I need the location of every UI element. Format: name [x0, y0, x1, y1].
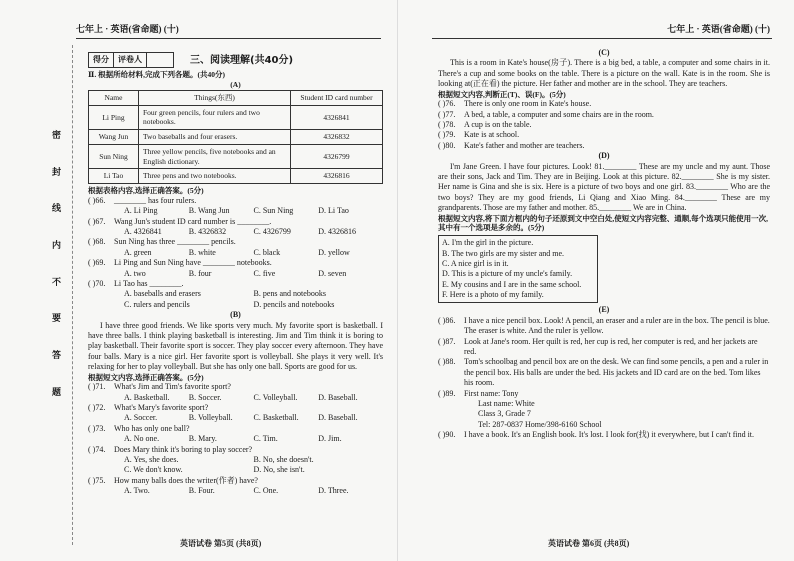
question	[438, 316, 770, 337]
passage-b: I have three good friends. We like sports very much. My favorite sport is basketball. I have three balls. I think playing basketball is interesting. Jim and Tim think it is boring to play basketball. Their favorite sport is soccer. They play soccer every afternoon. They have four balls. Mary is a nice girl. Her favorite sport is volleyball. She plays it very well. It's relaxing for her to play volleyball. But she has only one ball. Sports are good for us.	[88, 320, 383, 372]
option-sentence: B. The two girls are my sister and me.	[442, 248, 565, 258]
left-footer: 英语试卷 第5页 (共8页)	[180, 538, 262, 548]
option[interactable]: C. black	[253, 247, 281, 257]
margin-char: 要	[52, 313, 62, 324]
question	[88, 476, 383, 486]
option[interactable]: C. rulers and pencils	[124, 299, 190, 309]
option[interactable]: A. baseballs and erasers	[124, 289, 201, 299]
option[interactable]: C. One.	[253, 486, 279, 496]
passage-d-label: (D)	[598, 151, 610, 161]
right-content	[438, 48, 770, 441]
score-label: 得分	[89, 53, 114, 67]
section-title: 三、阅读理解(共40分)	[190, 54, 294, 66]
answer-blank[interactable]: ( )72.	[88, 403, 106, 413]
table-header: Things(东西)	[139, 90, 291, 105]
answer-blank[interactable]: ( )73.	[88, 423, 106, 433]
info-line: Last name: White	[478, 398, 535, 408]
table-header: Name	[89, 90, 139, 105]
table-cell: Four green pencils, four rulers and two notebooks.	[139, 105, 291, 130]
question	[88, 445, 383, 455]
option-sentence: E. My cousins and I are in the same school.	[442, 279, 582, 289]
table-cell: 4326816	[291, 169, 383, 184]
right-footer: 英语试卷 第6页 (共8页)	[548, 538, 630, 548]
table-cell: Wang Jun	[89, 130, 139, 145]
e-items	[438, 316, 770, 441]
question	[438, 337, 770, 358]
option[interactable]: D. Three.	[318, 486, 349, 496]
options	[88, 206, 383, 216]
answer-blank[interactable]: ( )68.	[88, 237, 106, 247]
table-row	[89, 169, 383, 184]
options	[88, 413, 383, 423]
answer-blank[interactable]: ( )71.	[88, 382, 106, 392]
question-text: A cup is on the table.	[464, 120, 532, 130]
table-cell: 4326841	[291, 105, 383, 130]
seal-line-notice	[52, 130, 62, 424]
right-page	[397, 0, 794, 561]
left-content	[88, 52, 383, 497]
answer-blank[interactable]: ( )79.	[438, 130, 456, 140]
table-cell: Three yellow pencils, five notebooks and an English dictionary.	[139, 144, 291, 169]
question-text: Tom's schoolbag and pencil box are on the desk. We can find some pencils, a pen and a ruler in the pencil box. His balls are under the bed. His jackets and ID card are on the bed. Tom likes his room.	[464, 357, 769, 388]
answer-blank[interactable]: ( )87.	[438, 336, 456, 346]
answer-blank[interactable]: ( )86.	[438, 315, 456, 325]
option[interactable]: D. pencils and notebooks	[253, 299, 335, 309]
seal-line	[72, 45, 73, 545]
table-cell: Sun Ning	[89, 144, 139, 169]
question-text: ________ has four rulers.	[114, 195, 197, 205]
question	[438, 110, 770, 120]
options	[88, 434, 383, 444]
option[interactable]: B. No, she doesn't.	[253, 455, 314, 465]
b-questions	[88, 382, 383, 496]
margin-char: 不	[52, 276, 62, 287]
info-line: Tel: 287-0837 Home/398-6160 School	[478, 419, 602, 429]
c-questions	[438, 99, 770, 151]
margin-char: 题	[52, 386, 62, 397]
answer-blank[interactable]: ( )80.	[438, 140, 456, 150]
question-text: What's Jim and Tim's favorite sport?	[114, 382, 231, 392]
option[interactable]: D. Li Tao	[318, 206, 349, 216]
question-text: How many balls does the writer(作者) have?	[114, 475, 258, 485]
passage-e-label: (E)	[598, 305, 610, 315]
options	[88, 393, 383, 403]
table-cell: 4326799	[291, 144, 383, 169]
margin-char: 封	[52, 166, 62, 177]
question-text: Does Mary think it's boring to play soccer?	[114, 444, 253, 454]
option[interactable]: C. Basketball.	[253, 413, 299, 423]
question-text: What's Mary's favorite sport?	[114, 403, 209, 413]
question-text: Who has only one ball?	[114, 423, 190, 433]
d-instruction: 根据短文内容,将下面方框内的句子还原到文中空白处,使短文内容完整、通顺,每个选项只能使用一次,其中有一个选项是多余的。(5分)	[438, 213, 768, 233]
table-cell: Li Ping	[89, 105, 139, 130]
option[interactable]: A. Two.	[124, 486, 150, 496]
option[interactable]: A. Yes, she does.	[124, 455, 179, 465]
option[interactable]: D. seven	[318, 268, 347, 278]
question	[438, 130, 770, 140]
answer-blank[interactable]: ( )76.	[438, 99, 456, 109]
question-text: Wang Jun's student ID card number is ________.	[114, 216, 272, 226]
option[interactable]: A. Soccer.	[124, 413, 158, 423]
option[interactable]: C. Volleyball.	[253, 392, 298, 402]
options	[88, 465, 383, 475]
option[interactable]: A. 4326841	[124, 227, 162, 237]
question	[438, 120, 770, 130]
question	[88, 424, 383, 434]
c-instruction: 根据短文内容,判断正(T)、误(F)。(5分)	[438, 89, 566, 99]
option[interactable]: B. Four.	[188, 486, 215, 496]
option[interactable]: A. Basketball.	[124, 392, 170, 402]
question	[88, 403, 383, 413]
question-text: There is only one room in Kate's house.	[464, 99, 592, 109]
options	[88, 455, 383, 465]
answer-blank[interactable]: ( )66.	[88, 195, 106, 205]
option[interactable]: C. Sun Ning	[253, 206, 294, 216]
question-text: Sun Ning has three ________ pencils.	[114, 237, 236, 247]
option-sentence: F. Here is a photo of my family.	[442, 290, 544, 300]
question	[88, 196, 383, 206]
table-cell: Li Tao	[89, 169, 139, 184]
question	[88, 279, 383, 289]
question	[88, 258, 383, 268]
option[interactable]: D. Jim.	[318, 434, 342, 444]
answer-blank[interactable]: ( )78.	[438, 120, 456, 130]
option[interactable]: C. five	[253, 268, 276, 278]
option[interactable]: B. Soccer.	[188, 392, 222, 402]
option[interactable]: D. 4326816	[318, 227, 357, 237]
question-text: Li Tao has ________.	[114, 279, 184, 289]
margin-char: 线	[52, 203, 62, 214]
score-box	[88, 52, 174, 68]
score-blank[interactable]	[147, 53, 173, 67]
options-box	[438, 235, 598, 303]
option[interactable]: A. green	[124, 247, 152, 257]
passage-c: This is a room in Kate's house(房子). There is a big bed, a table, a computer and some chairs in it. There's a cup and some books on the table. There is a picture on the wall. Kate is in the room. She is looking at(正在看) the picture. Her father and mother are in the school. They are teachers.	[438, 58, 770, 89]
header-rule	[76, 38, 381, 39]
question-text: I have a nice pencil box. Look! A pencil, an eraser and a ruler are in the box. The pencil is blue. The eraser is white. And the ruler is yellow.	[464, 315, 770, 336]
option[interactable]: D. Baseball.	[318, 392, 358, 402]
option[interactable]: A. two	[124, 268, 146, 278]
options	[88, 269, 383, 279]
passage-c-label: (C)	[598, 48, 610, 57]
option[interactable]: B. 4326832	[188, 227, 227, 237]
option[interactable]: A. No one.	[124, 434, 160, 444]
question-text: I have a book. It's an English book. It's lost. I look for(找) it everywhere, but I can't find it.	[464, 430, 755, 440]
option[interactable]: C. We don't know.	[124, 465, 183, 475]
info-table	[88, 90, 383, 184]
answer-blank[interactable]: ( )75.	[88, 475, 106, 485]
info-line: First name: Tony	[464, 388, 519, 398]
left-header: 七年上 · 英语(省命题) (十)	[76, 24, 179, 34]
answer-blank[interactable]: ( )90.	[438, 430, 456, 440]
option[interactable]: D. yellow	[318, 247, 350, 257]
option[interactable]: C. Tim.	[253, 434, 278, 444]
option[interactable]: C. 4326799	[253, 227, 291, 237]
option-sentence: D. This is a picture of my uncle's family.	[442, 269, 573, 279]
grader-label: 评卷人	[114, 53, 147, 67]
question	[438, 389, 770, 431]
table-header: Student ID card number	[291, 90, 383, 105]
right-header: 七年上 · 英语(省命题) (十)	[667, 24, 770, 34]
table-cell: Three pens and two notebooks.	[139, 169, 291, 184]
question	[438, 99, 770, 109]
table-row	[89, 130, 383, 145]
answer-blank[interactable]: ( )89.	[438, 388, 456, 398]
question	[88, 382, 383, 392]
a-instruction: 根据表格内容,选择正确答案。(5分)	[88, 186, 204, 196]
question-text: Look at Jane's room. Her quilt is red, her cup is red, her computer is red, and her jackets are red.	[464, 336, 758, 357]
section-instruction: Ⅱ. 根据所给材料,完成下列各题。(共40分)	[88, 70, 225, 80]
b-instruction: 根据短文内容,选择正确答案。(5分)	[88, 372, 204, 382]
question	[88, 217, 383, 227]
option[interactable]: A. Li Ping	[124, 206, 158, 216]
margin-char: 内	[52, 240, 62, 251]
question	[88, 237, 383, 247]
passage-a-label: (A)	[230, 80, 241, 90]
passage-b-label: (B)	[230, 310, 241, 320]
question-text: A bed, a table, a computer and some chairs are in the room.	[464, 109, 654, 119]
question	[438, 430, 770, 440]
question-text: Li Ping and Sun Ning have ________ notebooks.	[114, 258, 272, 268]
answer-blank[interactable]: ( )69.	[88, 258, 106, 268]
answer-blank[interactable]: ( )77.	[438, 109, 456, 119]
answer-blank[interactable]: ( )88.	[438, 357, 456, 367]
table-row	[89, 105, 383, 130]
options	[88, 486, 383, 496]
option[interactable]: B. Wang Jun	[188, 206, 230, 216]
option[interactable]: B. pens and notebooks	[253, 289, 326, 299]
question	[438, 357, 770, 388]
info-line: Class 3, Grade 7	[478, 409, 531, 419]
answer-blank[interactable]: ( )67.	[88, 216, 106, 226]
table-row	[89, 144, 383, 169]
info-card	[464, 389, 602, 431]
option[interactable]: D. Baseball.	[318, 413, 358, 423]
answer-blank[interactable]: ( )70.	[88, 279, 106, 289]
question-text: Kate's father and mother are teachers.	[464, 140, 585, 150]
margin-char: 密	[52, 130, 62, 140]
answer-blank[interactable]: ( )74.	[88, 444, 106, 454]
options	[88, 289, 383, 299]
option-sentence: C. A nice girl is in it.	[442, 258, 509, 268]
options	[88, 300, 383, 310]
header-rule	[432, 38, 772, 39]
options	[88, 227, 383, 237]
a-questions	[88, 196, 383, 310]
option[interactable]: B. Volleyball.	[188, 413, 233, 423]
option[interactable]: B. Mary.	[188, 434, 217, 444]
passage-d: I'm Jane Green. I have four pictures. Look! 81.________ These are my uncle and my aunt. Those are their sons, Jack and Tim. They are in Beijing. Look at this picture. 82.________ She is my sister. Her name is Gina and she is six. Here is a picture of two boys and one girl. 83.________ Who are the two boys? They are my good friends, Li Qiang and Xiao Ming. 84.________ These are my grandparents. Those are my father and mother. 85.________ We are in China.	[438, 161, 770, 213]
table-cell: 4326832	[291, 130, 383, 145]
option[interactable]: D. No, she isn't.	[253, 465, 305, 475]
table-cell: Two baseballs and four erasers.	[139, 130, 291, 145]
option[interactable]: B. four	[188, 268, 212, 278]
question-text: Kate is at school.	[464, 130, 520, 140]
question	[438, 141, 770, 151]
option[interactable]: B. white	[188, 247, 216, 257]
margin-char: 答	[52, 350, 62, 361]
options	[88, 248, 383, 258]
option-sentence: A. I'm the girl in the picture.	[442, 238, 534, 248]
